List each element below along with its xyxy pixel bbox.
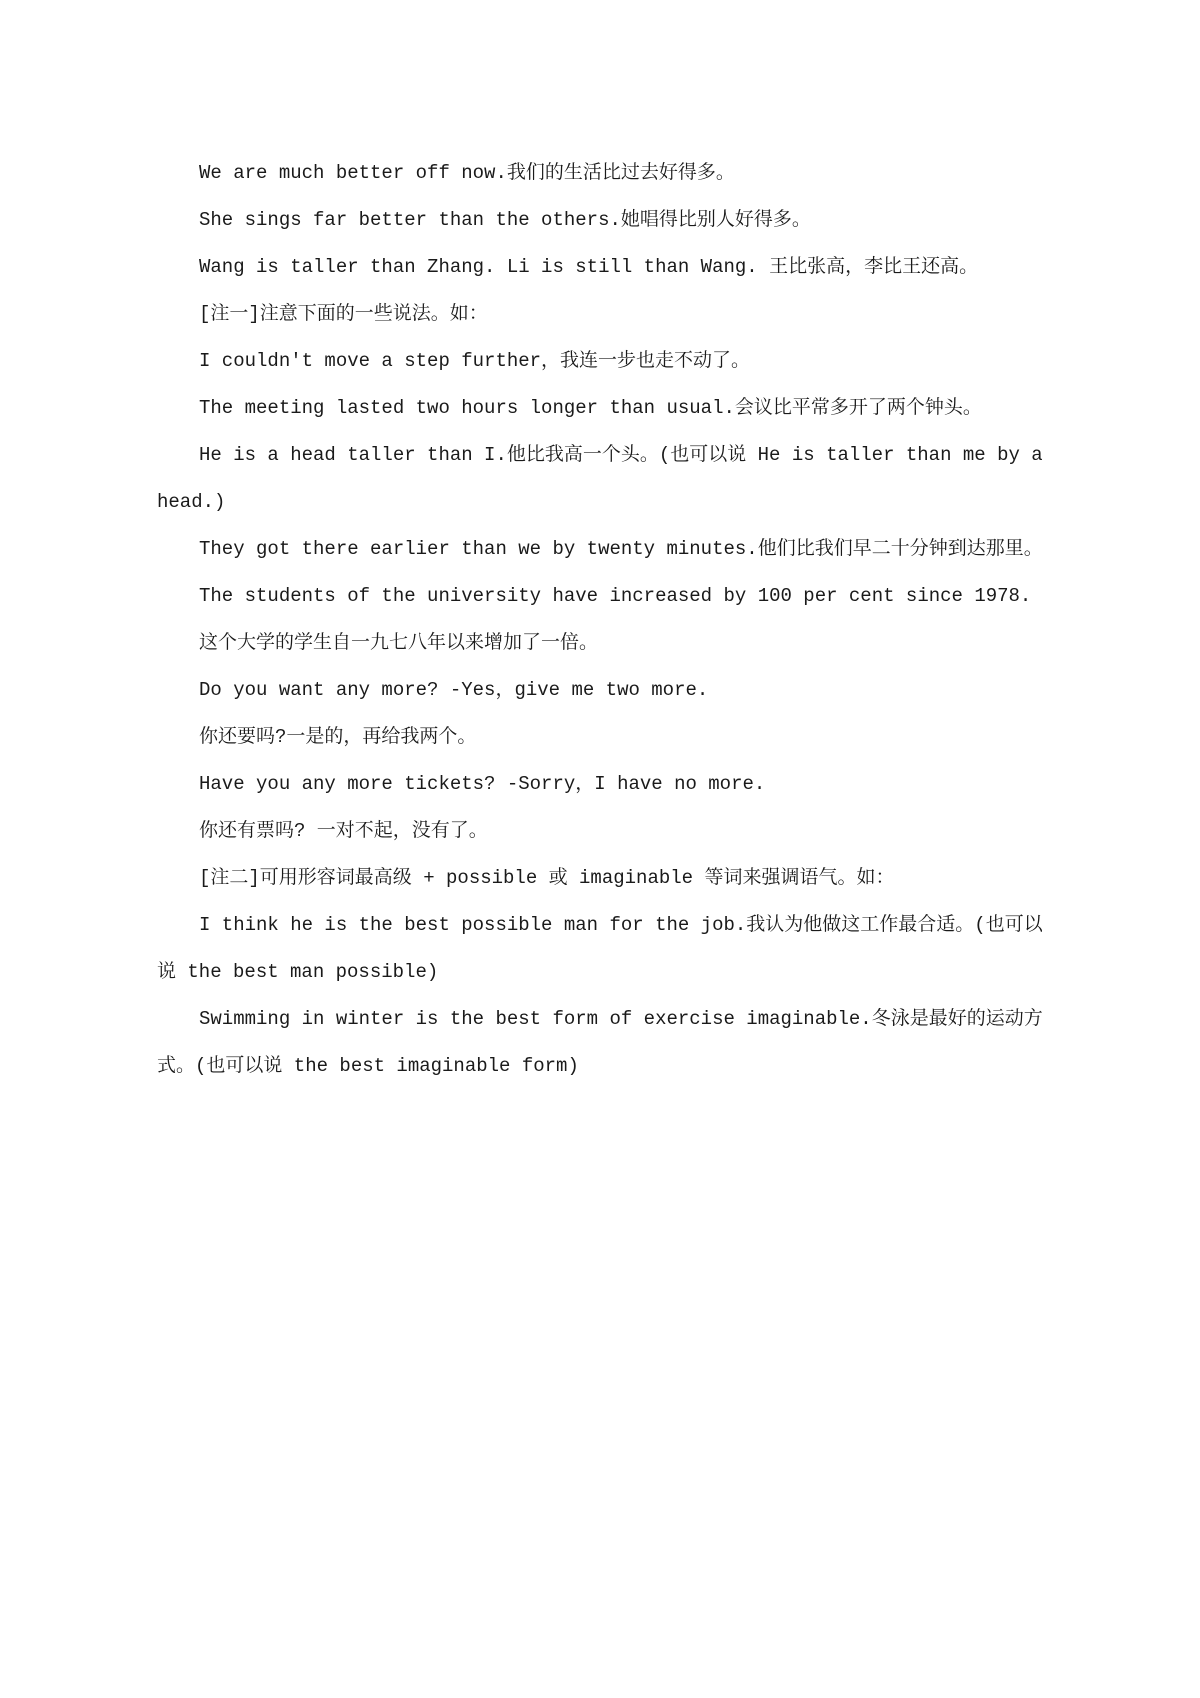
- paragraph-3: Wang is taller than Zhang. Li is still than Wang. 王比张高，李比王还高。: [199, 256, 979, 278]
- paragraph-17: Swimming in winter is the best form of exercise imaginable.冬泳是最好的运动方式。(也可以说 the best imaginable form): [157, 1008, 1043, 1077]
- paragraph-7: He is a head taller than I.他比我高一个头。(也可以说 He is taller than me by a head.): [157, 444, 1043, 513]
- paragraph-11: Do you want any more? -Yes，give me two more.: [199, 679, 709, 701]
- paragraph-8: They got there earlier than we by twenty minutes.他们比我们早二十分钟到达那里。: [199, 538, 1043, 560]
- document-body: [157, 150, 1057, 1090]
- paragraph-5: I couldn't move a step further，我连一步也走不动了。: [199, 350, 751, 372]
- paragraph-1: We are much better off now.我们的生活比过去好得多。: [199, 162, 735, 184]
- paragraph-14: 你还有票吗? 一对不起，没有了。: [199, 820, 488, 842]
- paragraph-10: 这个大学的学生自一九七八年以来增加了一倍。: [199, 632, 599, 654]
- paragraph-13: Have you any more tickets? -Sorry，I have no more.: [199, 773, 766, 795]
- paragraph-9: The students of the university have increased by 100 per cent since 1978.: [199, 585, 1032, 607]
- paragraph-16: I think he is the best possible man for the job.我认为他做这工作最合适。(也可以说 the best man possible): [157, 914, 1043, 983]
- paragraph-6: The meeting lasted two hours longer than usual.会议比平常多开了两个钟头。: [199, 397, 982, 419]
- paragraph-12: 你还要吗?一是的，再给我两个。: [199, 726, 477, 748]
- note-two-heading: [注二]可用形容词最高级 + possible 或 imaginable 等词来强调语气。如：: [199, 867, 895, 889]
- note-one-heading: [注一]注意下面的一些说法。如：: [199, 303, 488, 325]
- paragraph-2: She sings far better than the others.她唱得比别人好得多。: [199, 209, 811, 231]
